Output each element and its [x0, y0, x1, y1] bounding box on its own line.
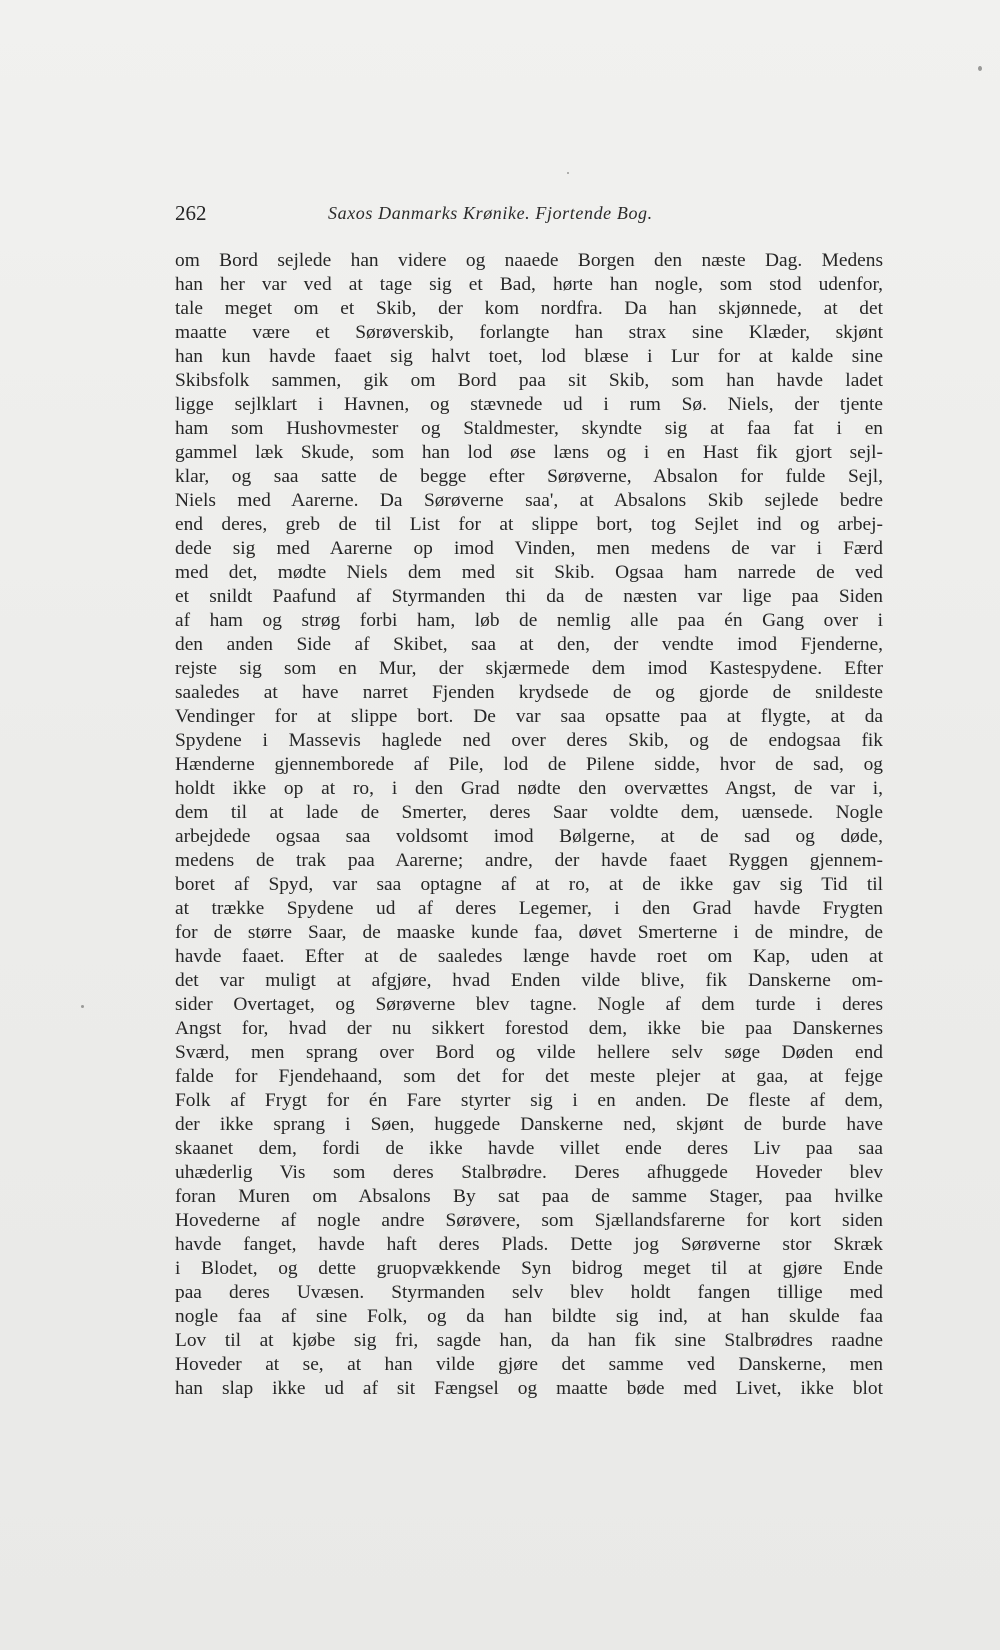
text-line: holdt ikke op at ro, i den Grad nødte den overvættes Angst, de var i,	[175, 778, 883, 799]
text-line: af ham og strøg forbi ham, løb de nemlig alle paa én Gang over i	[175, 610, 883, 631]
text-line: havde fanget, havde haft deres Plads. Dette jog Sørøverne stor Skræk	[175, 1234, 883, 1255]
page-number: 262	[175, 201, 207, 225]
text-line: Niels med Aarerne. Da Sørøverne saa', at Absalons Skib sejlede bedre	[175, 490, 883, 511]
text-line: falde for Fjendehaand, som det for det meste plejer at gaa, at fejge	[175, 1066, 883, 1087]
text-line: skaanet dem, fordi de ikke havde villet ende deres Liv paa saa	[175, 1138, 883, 1159]
text-line: Spydene i Massevis haglede ned over deres Skib, og de endogsaa fik	[175, 730, 883, 751]
text-line: dem til at lade de Smerter, deres Saar voldte dem, uænsede. Nogle	[175, 802, 883, 823]
text-line: Hovederne af nogle andre Sørøvere, som Sjællandsfarerne for kort siden	[175, 1210, 883, 1231]
text-line: maatte være et Sørøverskib, forlangte han strax sine Klæder, skjønt	[175, 322, 883, 343]
text-line: foran Muren om Absalons By sat paa de samme Stager, paa hvilke	[175, 1186, 883, 1207]
body-text	[175, 249, 883, 1401]
text-line: der ikke sprang i Søen, huggede Danskerne ned, skjønt de burde have	[175, 1114, 883, 1135]
scan-speck	[81, 1005, 84, 1008]
text-line: Vendinger for at slippe bort. De var saa opsatte paa at flygte, at da	[175, 706, 883, 727]
scan-speck	[978, 66, 982, 71]
text-line: Hoveder at se, at han vilde gjøre det samme ved Danskerne, men	[175, 1354, 883, 1375]
text-line: han her var ved at tage sig et Bad, hørte han nogle, som stod udenfor,	[175, 274, 883, 295]
text-line: end deres, greb de til List for at slippe bort, tog Sejlet ind og arbej-	[175, 514, 883, 535]
text-line: med det, mødte Niels dem med sit Skib. Ogsaa ham narrede de ved	[175, 562, 883, 583]
text-line: Angst for, hvad der nu sikkert forestod dem, ikke bie paa Danskernes	[175, 1018, 883, 1039]
text-line: et snildt Paafund af Styrmanden thi da de næsten var lige paa Siden	[175, 586, 883, 607]
text-line: medens de trak paa Aarerne; andre, der havde faaet Ryggen gjennem-	[175, 850, 883, 871]
scan-speck	[567, 172, 569, 174]
text-line: Skibsfolk sammen, gik om Bord paa sit Skib, som han havde ladet	[175, 370, 883, 391]
text-line: i Blodet, og dette gruopvækkende Syn bidrog meget til at gjøre Ende	[175, 1258, 883, 1279]
text-line: Hænderne gjennemborede af Pile, lod de Pilene sidde, hvor de sad, og	[175, 754, 883, 775]
text-line: gammel læk Skude, som han lod øse læns og i en Hast fik gjort sejl-	[175, 442, 883, 463]
running-title: Saxos Danmarks Krønike. Fjortende Bog.	[328, 203, 653, 223]
text-line: boret af Spyd, var saa optagne af at ro, at de ikke gav sig Tid til	[175, 874, 883, 895]
text-line: uhæderlig Vis som deres Stalbrødre. Deres afhuggede Hoveder blev	[175, 1162, 883, 1183]
text-line: det var muligt at afgjøre, hvad Enden vilde blive, fik Danskerne om-	[175, 970, 883, 991]
text-line: den anden Side af Skibet, saa at den, der vendte imod Fjenderne,	[175, 634, 883, 655]
text-line: for de større Saar, de maaske kunde faa, døvet Smerterne i de mindre, de	[175, 922, 883, 943]
text-line: rejste sig som en Mur, der skjærmede dem imod Kastespydene. Efter	[175, 658, 883, 679]
text-line: havde faaet. Efter at de saaledes længe havde roet om Kap, uden at	[175, 946, 883, 967]
text-line: om Bord sejlede han videre og naaede Borgen den næste Dag. Medens	[175, 250, 883, 271]
text-line: nogle faa af sine Folk, og da han bildte sig ind, at han skulde faa	[175, 1306, 883, 1327]
text-line: ligge sejlklart i Havnen, og stævnede ud i rum Sø. Niels, der tjente	[175, 394, 883, 415]
text-line: arbejdede ogsaa saa voldsomt imod Bølgerne, at de sad og døde,	[175, 826, 883, 847]
text-line: at trække Spydene ud af deres Legemer, i den Grad havde Frygten	[175, 898, 883, 919]
text-line: dede sig med Aarerne op imod Vinden, men medens de var i Færd	[175, 538, 883, 559]
text-line: Folk af Frygt for én Fare styrter sig i en anden. De fleste af dem,	[175, 1090, 883, 1111]
text-line: paa deres Uvæsen. Styrmanden selv blev holdt fangen tillige med	[175, 1282, 883, 1303]
text-line: Sværd, men sprang over Bord og vilde hellere selv søge Døden end	[175, 1042, 883, 1063]
text-line: ham som Hushovmester og Staldmester, skyndte sig at faa fat i en	[175, 418, 883, 439]
text-line: han slap ikke ud af sit Fængsel og maatte bøde med Livet, ikke blot	[175, 1378, 883, 1399]
text-line: Lov til at kjøbe sig fri, sagde han, da han fik sine Stalbrødres raadne	[175, 1330, 883, 1351]
text-line: tale meget om et Skib, der kom nordfra. Da han skjønnede, at det	[175, 298, 883, 319]
text-line: sider Overtaget, og Sørøverne blev tagne. Nogle af dem turde i deres	[175, 994, 883, 1015]
text-line: han kun havde faaet sig halvt toet, lod blæse i Lur for at kalde sine	[175, 346, 883, 367]
text-line: saaledes at have narret Fjenden krydsede de og gjorde de snildeste	[175, 682, 883, 703]
page-header	[175, 201, 885, 231]
text-line: klar, og saa satte de begge efter Sørøverne, Absalon for fulde Sejl,	[175, 466, 883, 487]
